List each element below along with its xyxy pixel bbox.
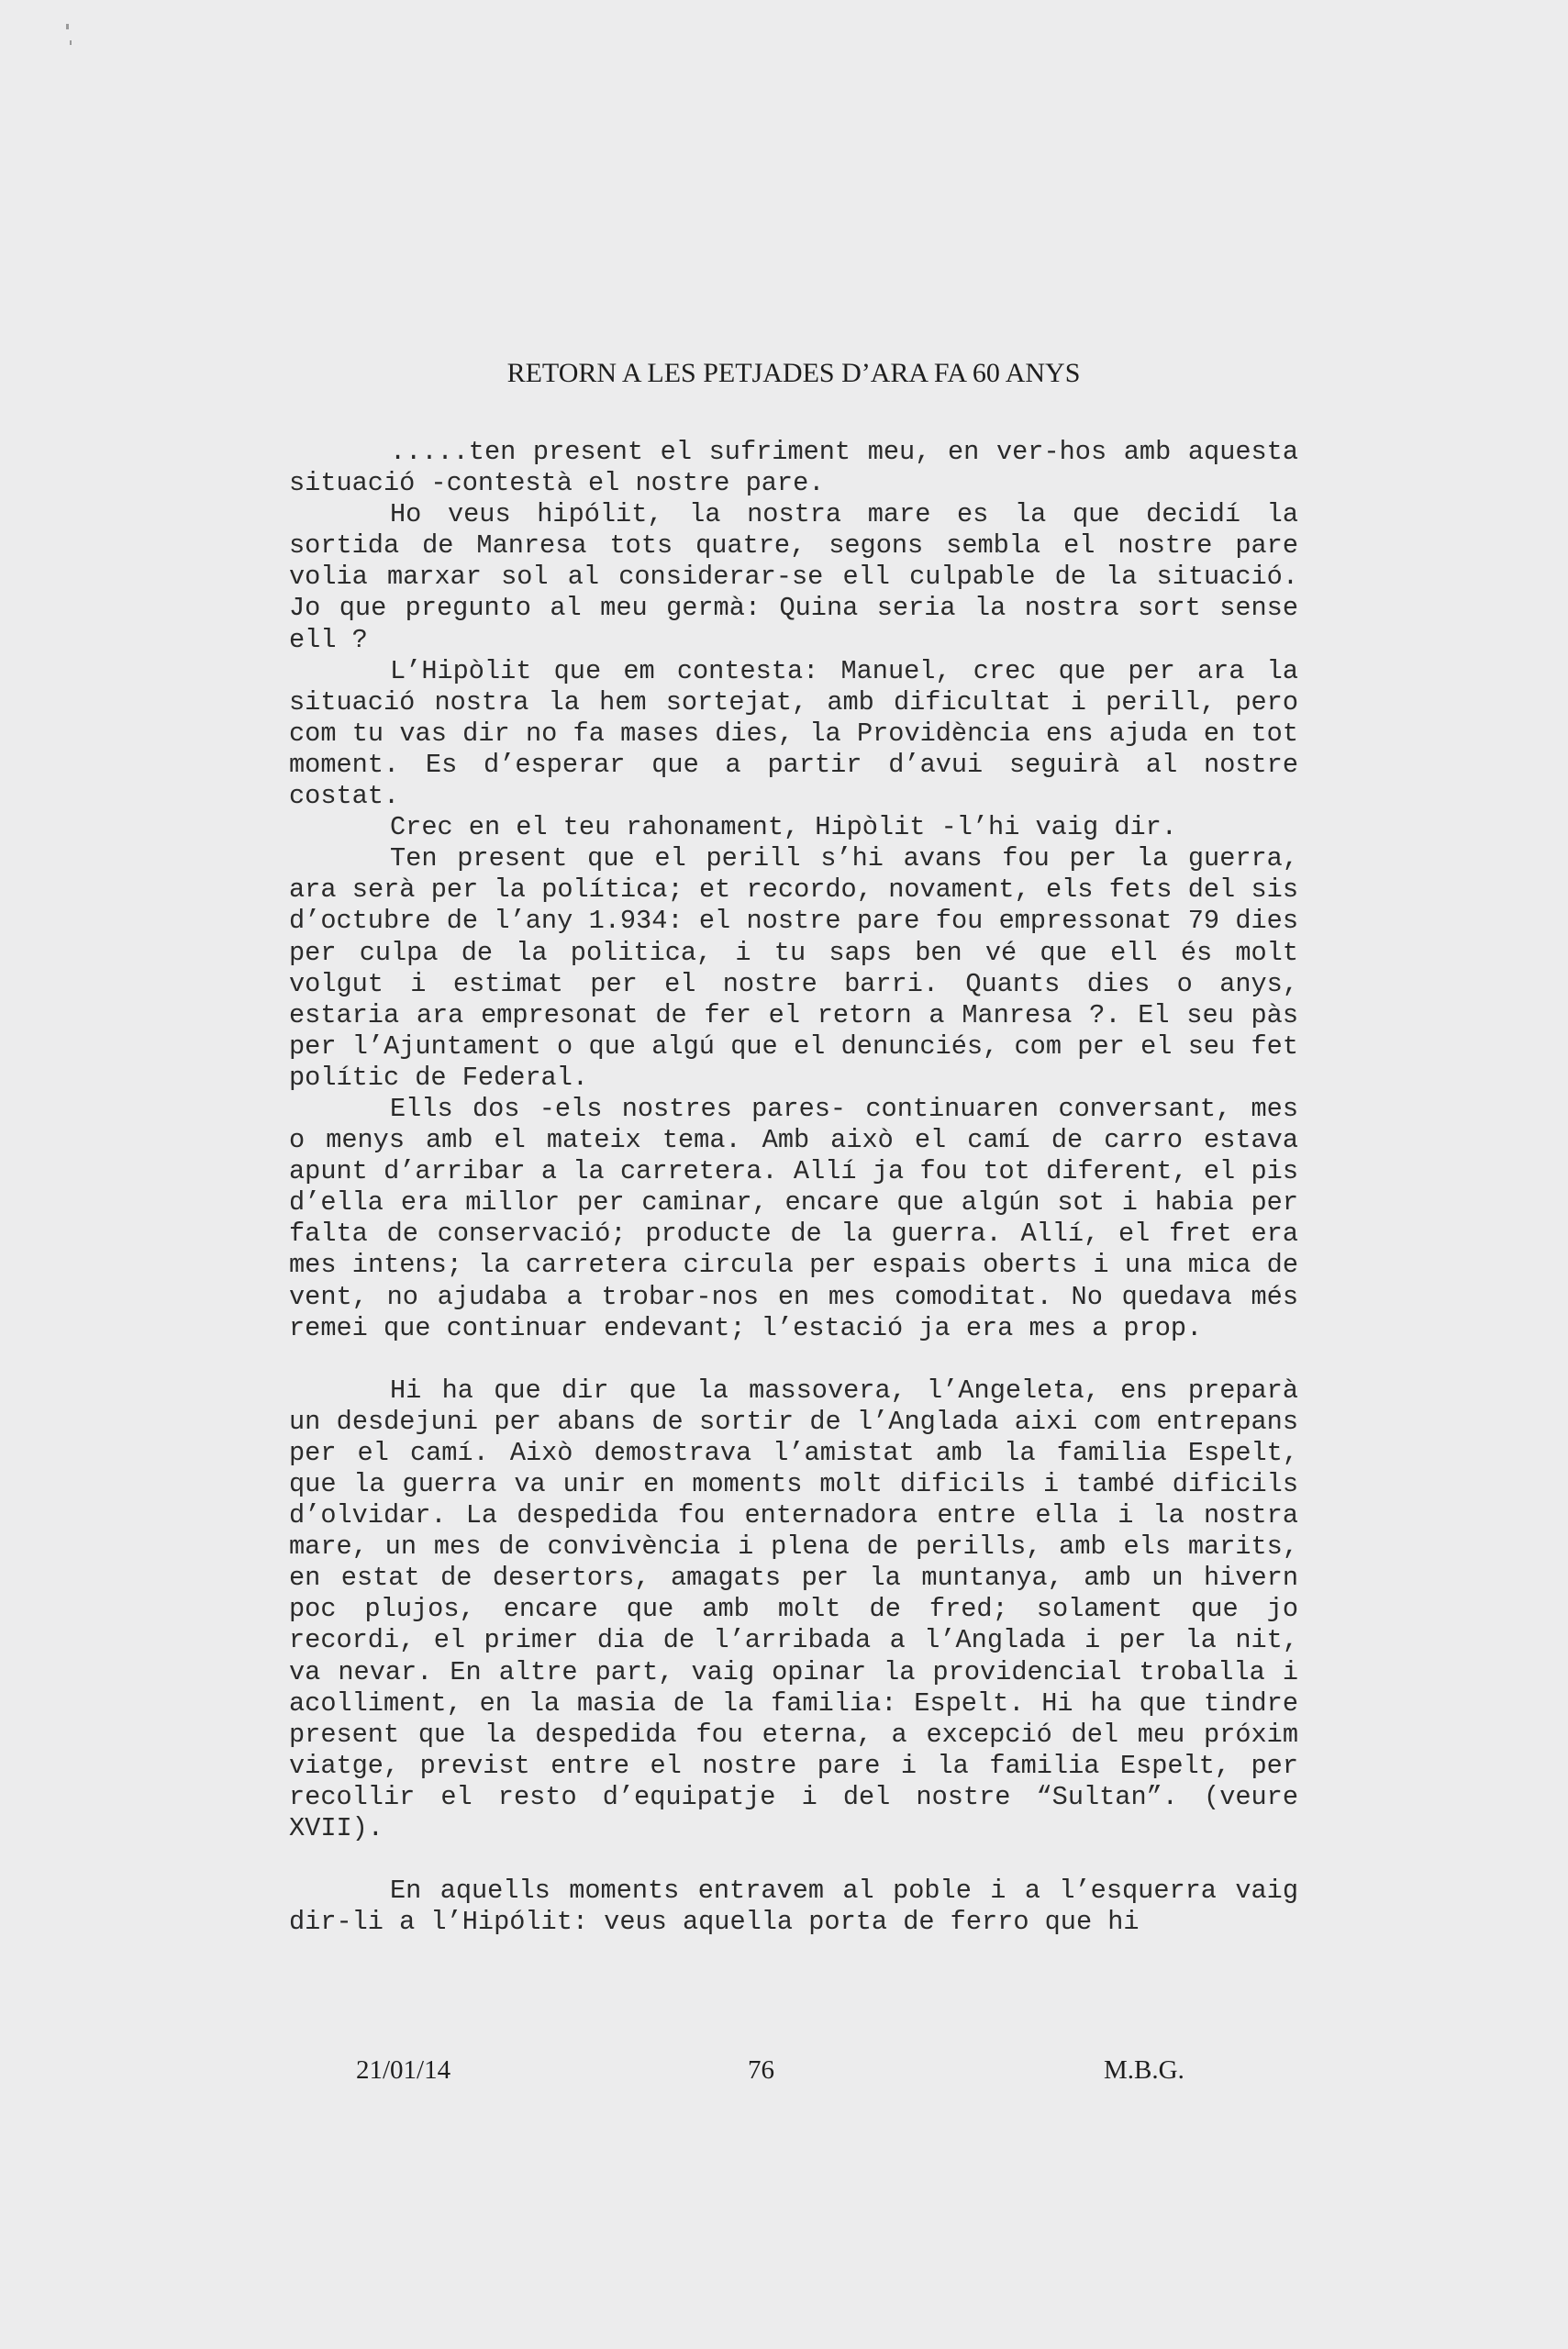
paragraph: Ells dos -els nostres pares- continuaren conversant, mes o menys amb el mateix tema. Amb això el camí de carro estava apunt d’arribar a la carretera. Allí ja fou tot diferent, el pis d’ella era millor per caminar, encare que algún sot i habia per falta de conservació; producte de la guerra. Allí, el fret era mes intens; la carretera circula per espais oberts i una mica de vent, no ajudaba a trobar-nos en mes comoditat. No quedava més remei que continuar endevant; l’estació ja era mes a prop.: [289, 1093, 1298, 1343]
footer-signature: M.B.G.: [1104, 2055, 1184, 2085]
paragraph: Ten present que el perill s’hi avans fou per la guerra, ara serà per la política; et recordo, novament, els fets del sis d’octubre de l’any 1.934: el nostre pare fou empressonat 79 dies per culpa de la politica, i tu saps ben vé que ell és molt volgut i estimat per el nostre barri. Quants dies o anys, estaria ara empresonat de fer el retorn a Manresa ?. El seu pàs per l’Ajuntament o que algú que el denunciés, com per el seu fet polític de Federal.: [289, 843, 1298, 1093]
body-text: [289, 437, 1298, 1938]
corner-mark: [66, 24, 69, 29]
paragraph: Hi ha que dir que la massovera, l’Angeleta, ens preparà un desdejuni per abans de sortir de l’Anglada aixi com entrepans per el camí. Això demostrava l’amistat amb la familia Espelt, que la guerra va unir en moments molt dificils i també dificils d’olvidar. La despedida fou enternadora entre ella i la nostra mare, un mes de convivència i plena de perills, amb els marits, en estat de desertors, amagats per la muntanya, amb un hivern poc plujos, encare que amb molt de fred; solament que jo recordi, el primer dia de l’arribada a l’Anglada i per la nit, va nevar. En altre part, vaig opinar la providencial troballa i acolliment, en la masia de la familia: Espelt. Hi ha que tindre present que la despedida fou eterna, a excepció del meu próxim viatge, previst entre el nostre pare i la familia Espelt, per recollir el resto d’equipatje i del nostre “Sultan”. (veure XVII).: [289, 1375, 1298, 1844]
paragraph: En aquells moments entravem al poble i a l’esquerra vaig dir-li a l’Hipólit: veus aquella porta de ferro que hi: [289, 1876, 1298, 1938]
page-title: RETORN A LES PETJADES D’ARA FA 60 ANYS: [506, 358, 1081, 388]
page-number: 76: [748, 2055, 774, 2085]
paragraph: .....ten present el sufriment meu, en ver-hos amb aquesta situació -contestà el nostre pare.: [289, 437, 1298, 499]
corner-mark: [70, 40, 72, 45]
footer-date: 21/01/14: [356, 2055, 451, 2085]
paragraph: L’Hipòlit que em contesta: Manuel, crec que per ara la situació nostra la hem sortejat, amb dificultat i perill, pero com tu vas dir no fa mases dies, la Providència ens ajuda en tot moment. Es d’esperar que a partir d’avui seguirà al nostre costat.: [289, 655, 1298, 812]
paragraph: Crec en el teu rahonament, Hipòlit -l’hi vaig dir.: [390, 812, 1177, 843]
paragraph: Ho veus hipólit, la nostra mare es la que decidí la sortida de Manresa tots quatre, segons sembla el nostre pare volia marxar sol al considerar-se ell culpable de la situació. Jo que pregunto al meu germà: Quina seria la nostra sort sense ell ?: [289, 499, 1298, 655]
